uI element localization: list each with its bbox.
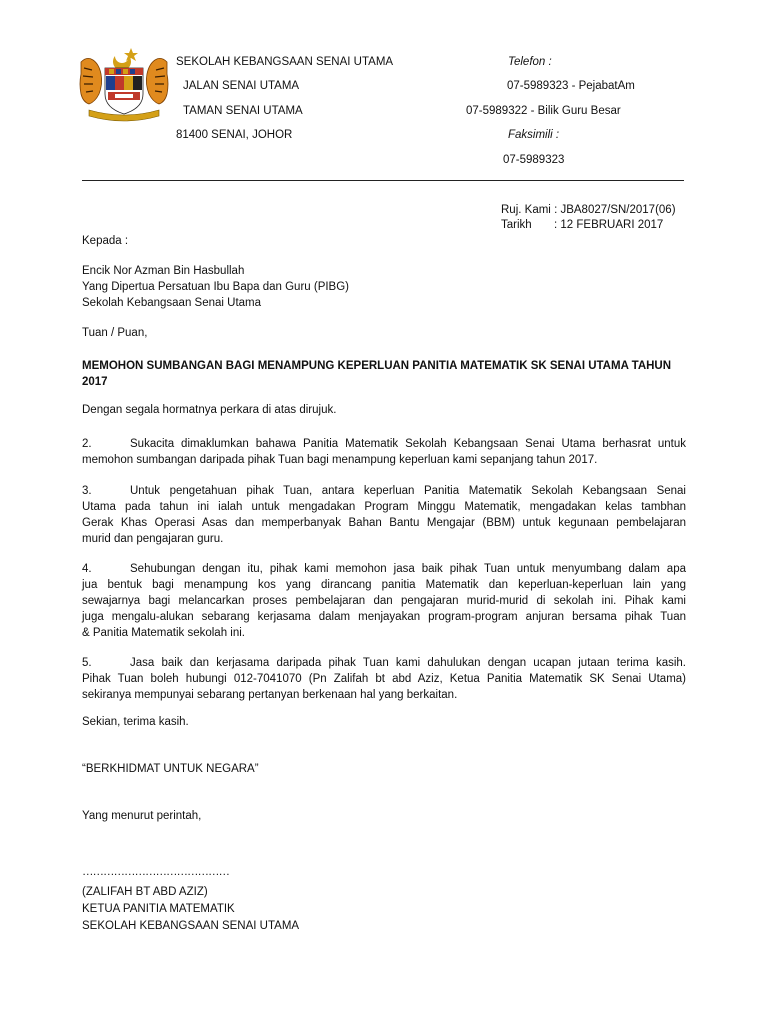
opening-line: Dengan segala hormatnya perkara di atas dirujuk. <box>82 404 337 416</box>
paragraph-line: & Panitia Matematik sekolah ini. <box>82 627 245 639</box>
recipient-org: Sekolah Kebangsaan Senai Utama <box>82 297 262 309</box>
reference-row <box>501 204 676 216</box>
address-line-1: JALAN SENAI UTAMA <box>183 80 300 92</box>
paragraph-number: 3. <box>82 485 92 497</box>
phone-label: Telefon : <box>508 56 552 68</box>
salutation: Tuan / Puan, <box>82 327 148 339</box>
to-label: Kepada : <box>82 235 129 247</box>
recipient-name: Encik Nor Azman Bin Hasbullah <box>82 265 245 277</box>
paragraph-line: Untuk pengetahuan pihak Tuan, antara keperluan Panitia Matematik Sekolah Kebangsaan Senai <box>130 485 686 497</box>
paragraph-line: juga mengalu-alukan sebarang kerjasama dalam menjayakan program-program anjuran bersama pihak Tuan <box>82 611 686 623</box>
date-value: : 12 FEBRUARI 2017 <box>554 219 664 231</box>
paragraph-line: Gerak Khas Operasi Asas dan memperbanyak Bahan Bantu Mengajar (BBM) untuk kegunaan pembelajaran <box>82 517 686 529</box>
address-line-2: TAMAN SENAI UTAMA <box>183 105 303 117</box>
date-row <box>501 219 663 231</box>
address-line-3: 81400 SENAI, JOHOR <box>176 129 293 141</box>
paragraph-line: Sukacita dimaklumkan bahawa Panitia Matematik Sekolah Kebangsaan Senai Utama berhasrat untuk <box>130 438 686 450</box>
signatory-school: SEKOLAH KEBANGSAAN SENAI UTAMA <box>82 920 300 932</box>
paragraph-number: 4. <box>82 563 92 575</box>
paragraph-5 <box>82 655 686 703</box>
school-name: SEKOLAH KEBANGSAAN SENAI UTAMA <box>176 56 394 68</box>
paragraph-3 <box>82 483 686 547</box>
date-label: Tarikh <box>501 219 532 231</box>
paragraph-line: Sehubungan dengan itu, pihak kami memohon jasa baik pihak Tuan untuk menyumbang dalam apa <box>130 563 686 575</box>
paragraph-line: murid dan pengajaran guru. <box>82 533 224 545</box>
signatory-position: KETUA PANITIA MATEMATIK <box>82 903 235 915</box>
reference-value: : JBA8027/SN/2017(06) <box>554 204 676 216</box>
closing-thanks: Sekian, terima kasih. <box>82 716 189 728</box>
reference-label: Ruj. Kami <box>501 204 551 216</box>
paragraph-line: Utama pada tahun ini ialah untuk mengadakan Program Minggu Matematik, mengadakan kelas tambhan <box>82 501 686 513</box>
signatory-name: (ZALIFAH BT ABD AZIZ) <box>82 886 208 898</box>
closing-order: Yang menurut perintah, <box>82 810 202 822</box>
paragraph-number: 2. <box>82 438 92 450</box>
subject <box>82 358 686 390</box>
malaysia-coat-of-arms-icon <box>75 44 173 122</box>
paragraph-2 <box>82 436 686 468</box>
fax-label: Faksimili : <box>508 129 560 141</box>
recipient-title: Yang Dipertua Persatuan Ibu Bapa dan Guru (PIBG) <box>82 281 349 293</box>
paragraph-line: memohon sumbangan daripada pihak Tuan bagi menampung keperluan kami sepanjang tahun 2017. <box>82 454 598 466</box>
subject-line-1: MEMOHON SUMBANGAN BAGI MENAMPUNG KEPERLUAN PANITIA MATEMATIK SK SENAI UTAMA TAHUN <box>82 360 672 372</box>
header-divider <box>82 180 684 181</box>
paragraph-4 <box>82 561 686 641</box>
subject-line-2: 2017 <box>82 376 108 388</box>
paragraph-line: sekiranya mempunyai sebarang pertanyan berkenaan hal yang berkaitan. <box>82 689 458 701</box>
paragraph-line: sewajarnya bagi melancarkan proses pembelajaran dan pengajaran murid-murid di sekolah ini. Pihak kami <box>82 595 686 607</box>
closing-motto: “BERKHIDMAT UNTUK NEGARA” <box>82 763 259 775</box>
paragraph-line: jua bentuk bagi menampung kos yang dirancang panitia Matematik dan keperluan-keperluan lain yang <box>82 579 686 591</box>
paragraph-line: Jasa baik dan kerjasama daripada pihak Tuan kami dahulukan dengan ucapan jutaan terima kasih. <box>130 657 686 669</box>
paragraph-number: 5. <box>82 657 92 669</box>
fax-number: 07-5989323 <box>503 154 565 166</box>
paragraph-line: Pihak Tuan boleh hubungi 012-7041070 (Pn Zalifah bt abd Aziz, Ketua Panitia Matematik SK Senai Utama) <box>82 673 686 685</box>
signature-line: …………………………………… <box>82 866 229 878</box>
phone-headmaster: 07-5989322 - Bilik Guru Besar <box>466 105 621 117</box>
phone-office: 07-5989323 - PejabatAm <box>507 80 635 92</box>
